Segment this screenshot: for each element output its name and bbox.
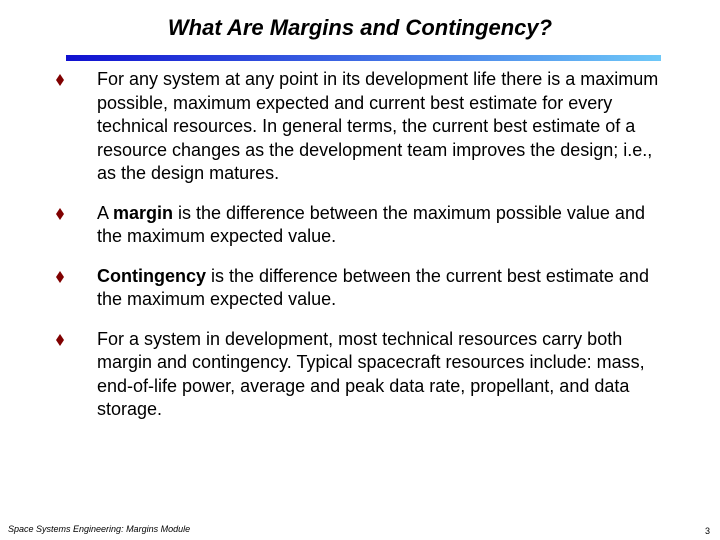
bullet-item-spacecraft-resources (52, 328, 672, 422)
bullet-text: For any system at any point in its development life there is a maximum possible, maximum expected and current best estimate for every technical resources. In general terms, the current best estimate of a resource changes as the development team improves the design; i.e., as the design matures. (97, 69, 659, 183)
diamond-icon (56, 334, 64, 346)
bullet-lead: A (97, 202, 114, 223)
bullet-text: is the difference between the maximum possible value and the maximum expected value. (97, 202, 645, 246)
diamond-icon (56, 208, 64, 220)
diamond-icon (56, 74, 64, 86)
bullet-term-margin: margin (113, 202, 174, 223)
bullet-text: For a system in development, most technical resources carry both margin and contingency. Typical spacecraft resources include: mass, end-of-life power, average and peak data rate, propellant, and data storage. (97, 328, 645, 419)
bullet-item-contingency (52, 265, 672, 312)
bullet-item-margin (52, 202, 672, 249)
footer-text: Space Systems Engineering: Margins Module (8, 524, 191, 534)
page-number: 3 (704, 526, 710, 536)
slide-title: What Are Margins and Contingency? (167, 15, 553, 40)
bullet-item-resources (52, 68, 672, 186)
title-rule (66, 55, 661, 61)
bullet-term-contingency: Contingency (97, 265, 207, 286)
bullet-text: is the difference between the current best estimate and the maximum expected value. (97, 265, 649, 309)
bullet-list (52, 68, 672, 422)
diamond-icon (56, 271, 64, 283)
